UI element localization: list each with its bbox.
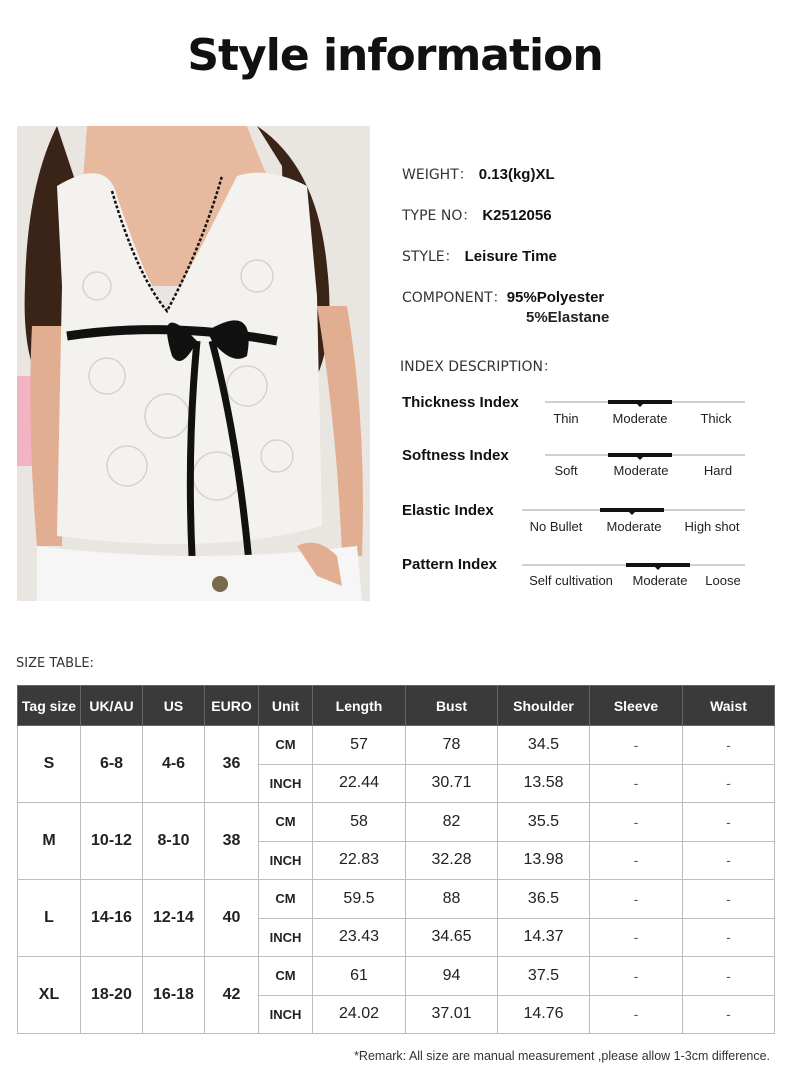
sleeve-cell: - [590,880,683,919]
length-cell: 61 [313,957,406,996]
style-row [402,246,557,266]
component-row [402,287,609,326]
shoulder-cell: 35.5 [498,803,590,842]
col-sleeve: Sleeve [590,686,683,726]
bust-cell: 88 [406,880,498,919]
euro-cell: 40 [205,880,259,957]
unit-cell: CM [259,957,313,996]
waist-cell: - [683,841,775,880]
size-table [17,685,775,1034]
us-cell: 16-18 [143,957,205,1034]
shoulder-cell: 36.5 [498,880,590,919]
elastic-option-no-bullet: No Bullet [529,519,583,534]
uk-au-cell: 14-16 [81,880,143,957]
softness-option-moderate: Moderate [613,463,669,478]
thickness-option-moderate: Moderate [612,411,668,426]
remark-note: *Remark: All size are manual measurement ,please allow 1-3cm difference. [354,1049,770,1063]
waist-cell: - [683,995,775,1034]
sleeve-cell: - [590,764,683,803]
thickness-index-marker [608,400,672,404]
size-table-label: SIZE TABLE: [16,656,94,671]
tag-size-cell: L [18,880,81,957]
col-unit: Unit [259,686,313,726]
softness-option-soft: Soft [554,463,578,478]
shoulder-cell: 13.58 [498,764,590,803]
pattern-index-name: Pattern Index [402,556,498,573]
length-cell: 22.83 [313,841,406,880]
index-description-label: INDEX DESCRIPTION： [400,359,558,375]
thickness-option-thick: Thick [700,411,732,426]
softness-index [402,447,747,495]
unit-cell: CM [259,726,313,765]
component-label: COMPONENT： [402,290,507,306]
col-uk-au: UK/AU [81,686,143,726]
pattern-index [402,556,747,604]
size-table-header [18,686,775,726]
style-label: STYLE： [402,249,459,265]
weight-value: 0.13(kg)XL [478,166,555,183]
euro-cell: 36 [205,726,259,803]
bust-cell: 82 [406,803,498,842]
col-us: US [143,686,205,726]
col-waist: Waist [683,686,775,726]
bust-cell: 30.71 [406,764,498,803]
euro-cell: 42 [205,957,259,1034]
component-value: 95%Polyester [506,289,605,306]
page-title: Style information [187,30,603,81]
length-cell: 57 [313,726,406,765]
length-cell: 24.02 [313,995,406,1034]
unit-cell: INCH [259,995,313,1034]
us-cell: 12-14 [143,880,205,957]
unit-cell: INCH [259,764,313,803]
col-tag-size: Tag size [18,686,81,726]
table-row [18,803,775,842]
thickness-index [402,394,747,442]
product-photo [17,126,370,601]
sleeve-cell: - [590,918,683,957]
table-row [18,957,775,996]
elastic-option-high-shot: High shot [684,519,740,534]
shoulder-cell: 37.5 [498,957,590,996]
waist-cell: - [683,957,775,996]
elastic-index-marker [600,508,664,512]
pattern-option-self-cultivation: Self cultivation [529,573,613,588]
table-row [18,880,775,919]
sleeve-cell: - [590,841,683,880]
bust-cell: 78 [406,726,498,765]
shoulder-cell: 13.98 [498,841,590,880]
bust-cell: 32.28 [406,841,498,880]
shoulder-cell: 34.5 [498,726,590,765]
sleeve-cell: - [590,957,683,996]
us-cell: 4-6 [143,726,205,803]
sleeve-cell: - [590,995,683,1034]
unit-cell: INCH [259,918,313,957]
length-cell: 23.43 [313,918,406,957]
uk-au-cell: 18-20 [81,957,143,1034]
component-value-2: 5%Elastane [526,309,610,326]
unit-cell: CM [259,880,313,919]
weight-label: WEIGHT： [402,167,473,183]
col-euro: EURO [205,686,259,726]
pattern-index-marker [626,563,690,567]
pattern-option-moderate: Moderate [632,573,688,588]
style-value: Leisure Time [464,248,557,265]
tag-size-cell: S [18,726,81,803]
euro-cell: 38 [205,803,259,880]
softness-index-name: Softness Index [402,447,509,464]
unit-cell: INCH [259,841,313,880]
shoulder-cell: 14.37 [498,918,590,957]
sleeve-cell: - [590,803,683,842]
thickness-index-name: Thickness Index [402,394,519,411]
table-row [18,726,775,765]
weight-row [402,164,555,184]
col-bust: Bust [406,686,498,726]
us-cell: 8-10 [143,803,205,880]
length-cell: 59.5 [313,880,406,919]
bust-cell: 34.65 [406,918,498,957]
col-length: Length [313,686,406,726]
waist-cell: - [683,880,775,919]
length-cell: 58 [313,803,406,842]
softness-index-marker [608,453,672,457]
bust-cell: 37.01 [406,995,498,1034]
tag-size-cell: M [18,803,81,880]
elastic-option-moderate: Moderate [606,519,662,534]
type-no-row [402,205,552,225]
bust-cell: 94 [406,957,498,996]
waist-cell: - [683,726,775,765]
tag-size-cell: XL [18,957,81,1034]
length-cell: 22.44 [313,764,406,803]
shoulder-cell: 14.76 [498,995,590,1034]
col-shoulder: Shoulder [498,686,590,726]
elastic-index-name: Elastic Index [402,502,494,519]
thickness-option-thin: Thin [553,411,579,426]
sleeve-cell: - [590,726,683,765]
unit-cell: CM [259,803,313,842]
type-no-label: TYPE NO： [402,208,477,224]
waist-cell: - [683,803,775,842]
waist-cell: - [683,764,775,803]
elastic-index [402,502,747,550]
uk-au-cell: 10-12 [81,803,143,880]
uk-au-cell: 6-8 [81,726,143,803]
type-no-value: K2512056 [482,207,552,224]
pattern-option-loose: Loose [705,573,741,588]
softness-option-hard: Hard [703,463,733,478]
waist-cell: - [683,918,775,957]
